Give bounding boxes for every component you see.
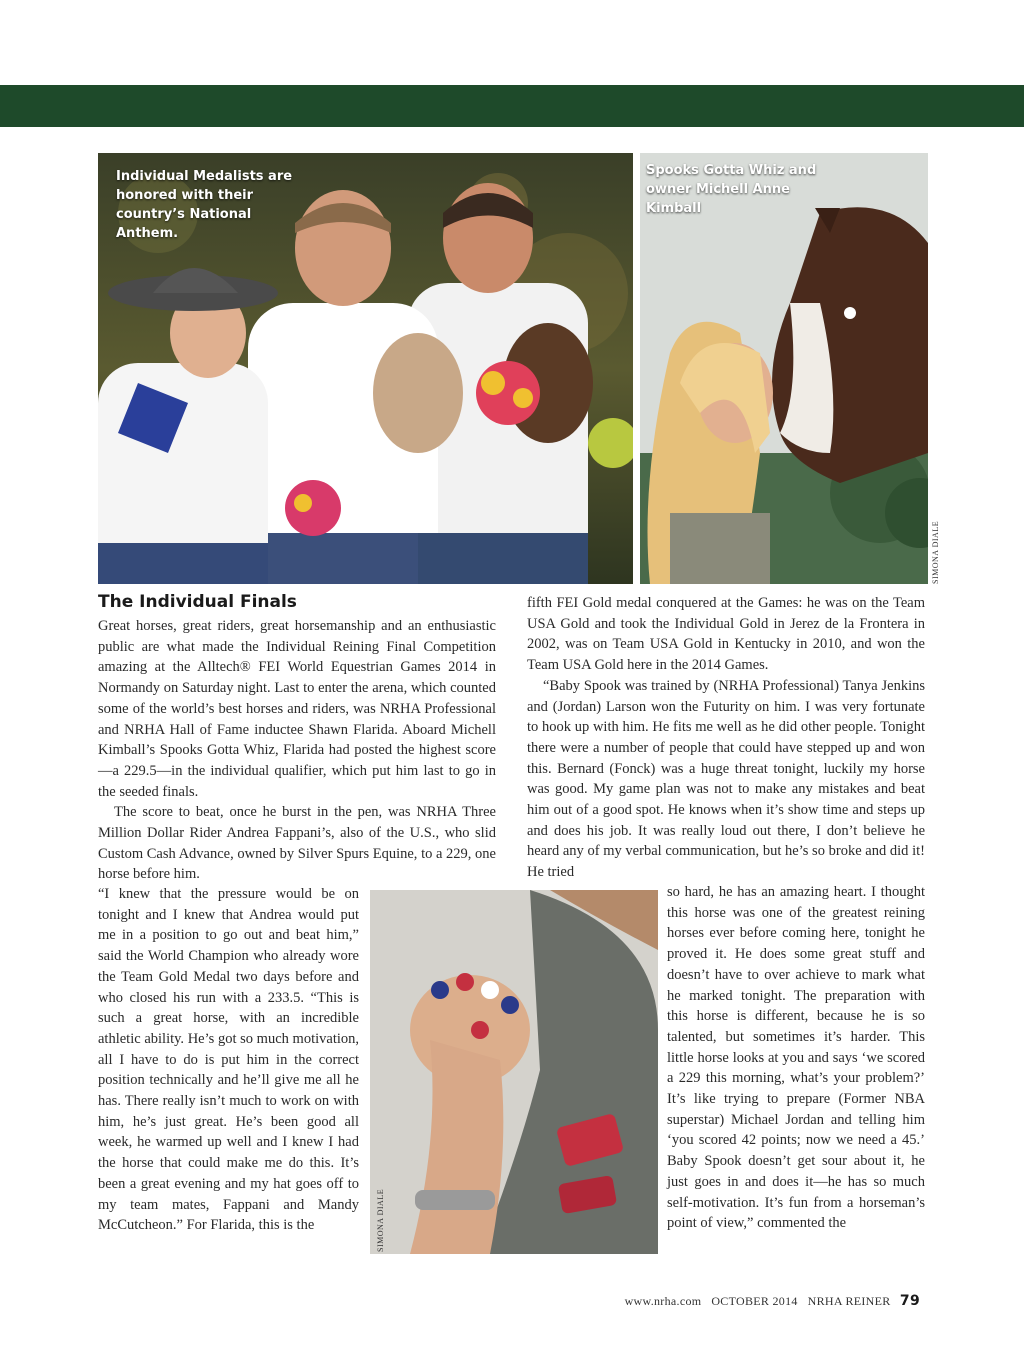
page-number: 79	[899, 1293, 920, 1309]
medalists-photo	[98, 153, 633, 584]
column-2	[527, 593, 925, 883]
footer-url: www.nrha.com	[624, 1294, 702, 1308]
kimball-photo	[640, 153, 928, 584]
hands-photo-credit: SIMONA DIALE	[376, 1188, 385, 1252]
hands-photo	[370, 890, 658, 1254]
column-1-paragraph-3: “I knew that the pressure would be on tonight and I knew that Andrea would put me in a position to go out and beat him,” said the World Champion who already wore the Team Gold Medal two days before and who closed his run with a 233.5. “This is such a great horse, with an incredible athletic ability. He’s got so much motivation, all I have to do is put him in the correct position technically and he’ll give me all he has. There really isn’t much to work on with him, he’s just great. He’s been good all week, he warmed up well and I knew I had the horse that could make me do this. It’s been a great evening and my hat goes off to my team mates, Fappani and Mandy McCutcheon.” For Flarida, this is the	[98, 886, 359, 1234]
header-band	[0, 85, 1024, 127]
column-2-paragraph-3: so hard, he has an amazing heart. I thought this horse was one of the greatest reining horses ever before coming here, tonight he proved it. He does some great stuff and doesn’t have to over achieve to mark what he marked tonight. The preparation with this horse is different, because he is so talented, but sometimes it’s harder. This little horse looks at you and says ‘we scored a 229 this morning, what’s your problem?’ It’s like trying to prepare (Former NBA superstar) Michael Jordan and telling him ‘you scored 42 points; now we need a 45.’ Baby Spook doesn’t get sour about it, he just goes in and does it—he has so much self-motivation. It’s fun from a horseman’s point of view,” commented the	[667, 884, 925, 1232]
section-heading: The Individual Finals	[98, 592, 297, 612]
column-1-paragraph-2: The score to beat, once he burst in the pen, was NRHA Three Million Dollar Rider Andrea Fappani’s, also of the U.S., who slid Custom Cash Advance, owned by Silver Spurs Equine, to a 229, one horse before him.	[98, 804, 496, 883]
column-1-wrap	[98, 884, 359, 1236]
column-1-paragraph-1: Great horses, great riders, great horsemanship and an enthusiastic public are what made the Individual Reining Final Competition amazing at the Alltech® FEI World Equestrian Games 2014 in Normandy on Saturday night. Last to enter the arena, which counted some of the world’s best horses and riders, was NRHA Professional and NRHA Hall of Fame inductee Shawn Flarida. Aboard Michell Kimball’s Spooks Gotta Whiz, Flarida had posted the highest score—a 229.5—in the individual qualifier, which put him last to go in the seeded finals.	[98, 618, 496, 800]
column-2-paragraph-2: “Baby Spook was trained by (NRHA Professional) Tanya Jenkins and (Jordan) Larson won the Futurity on him. I was very fortunate to hook up with him. He fits me well as he did other people. Tonight there were a number of people that could have stepped up and won this. Bernard (Fonck) was a huge threat tonight, luckily my horse was good. My game plan was not to make any mistakes and beat him out of a good spot. He knows when it’s show time and steps up and does his job. It was really loud out there, I don’t believe he heard any of my verbal communication, but he’s so broke and did it! He tried	[527, 677, 925, 881]
footer-magazine: NRHA REINER	[807, 1294, 891, 1308]
kimball-caption: Spooks Gotta Whiz and owner Michell Anne Kimball	[646, 163, 817, 216]
medalists-caption: Individual Medalists are honored with their country’s National Anthem.	[116, 169, 293, 241]
page-footer	[625, 1293, 920, 1309]
column-2-wrap	[667, 882, 925, 1234]
footer-issue: OCTOBER 2014	[711, 1294, 798, 1308]
column-2-paragraph-1: fifth FEI Gold medal conquered at the Games: he was on the Team USA Gold and took the Individual Gold in Jerez de la Frontera in 2002, was on Team USA Gold in Kentucky in 2010, and won the Team USA Gold here in the 2014 Games.	[527, 595, 925, 674]
kimball-photo-credit: SIMONA DIALE	[931, 520, 940, 584]
column-1	[98, 616, 496, 885]
